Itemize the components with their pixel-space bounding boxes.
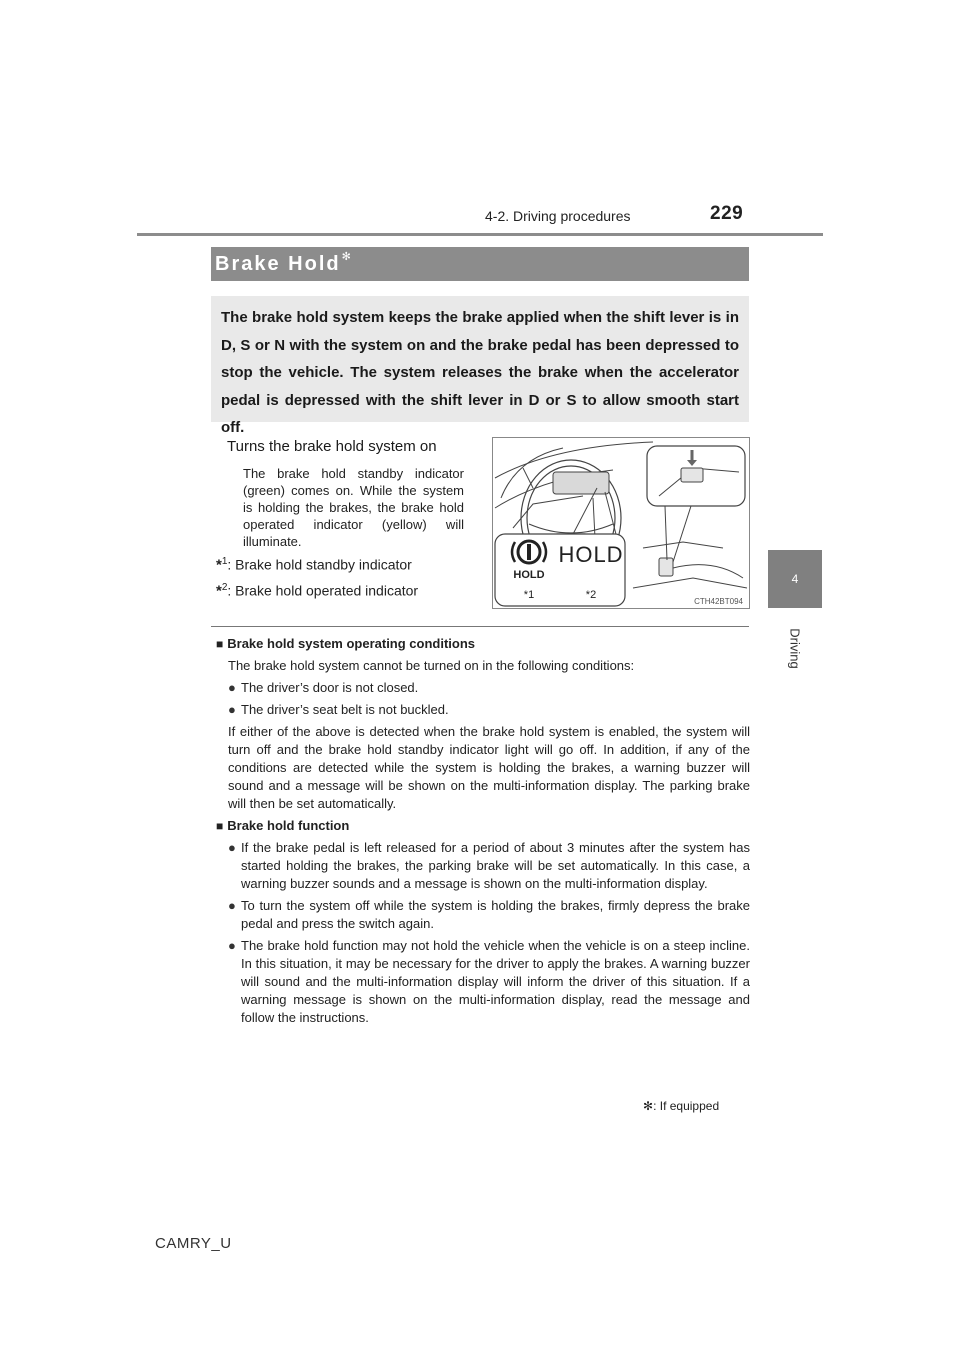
list-item: ● To turn the system off while the system is holding the brakes, firmly depress the brake pedal and press the switch again. [228, 898, 750, 931]
standby-indicator-text: HOLD [513, 569, 545, 581]
bullet-icon: ● [228, 938, 236, 953]
chapter-label: Driving [787, 627, 803, 669]
list-item: ● The brake hold function may not hold the vehicle when the vehicle is on a steep incline. In this situation, it may be necessary for the driver to apply the brakes. A warning buzzer will sound and the multi-information display will inform the driver of this situation. If a warning message is shown on the multi-information display, read the message and follow the instructions. [228, 938, 750, 1025]
equipped-marker-icon: ✻ [643, 1099, 654, 1113]
intro-box: The brake hold system keeps the brake applied when the shift lever is in D, S or N with the system on and the brake pedal has been depressed to stop the vehicle. The system releases the brake when the accelerator pedal is depressed with the shift lever in D or S to allow smooth start off. [211, 296, 749, 422]
conditions-heading: ■ Brake hold system operating conditions [216, 636, 476, 651]
figure-code: CTH42BT094 [694, 597, 743, 606]
chapter-tab [768, 550, 822, 608]
bullet-icon: ● [228, 898, 236, 913]
callout-1: *1 [523, 589, 535, 601]
body-content [216, 633, 750, 1027]
list-item: ● The driver’s seat belt is not buckled. [228, 702, 449, 717]
note-standby: *$^1$: Brake hold standby indicator [216, 556, 412, 574]
header-rule [137, 233, 823, 236]
bullet-icon: ● [228, 680, 236, 695]
list-item: ● The driver’s door is not closed. [228, 680, 419, 695]
dashboard-illustration [492, 437, 750, 609]
chapter-number: 4 [791, 572, 799, 586]
note-operated: *$^2$: Brake hold operated indicator [216, 582, 419, 600]
equipped-marker: ✻ [341, 251, 353, 263]
footnote: ✻: If equipped [643, 1099, 720, 1113]
bullet-icon: ● [228, 840, 236, 855]
hold-switch [659, 558, 673, 576]
conditions-intro: The brake hold system cannot be turned on in the following conditions: [228, 658, 635, 673]
switch-lead: Turns the brake hold system on [227, 438, 437, 455]
list-item: ● If the brake pedal is left released for a period of about 3 minutes after the system has started holding the brakes, the parking brake will be set automatically. In this case, a warning buzzer sounds and a message is shown on the multi-information display. [228, 840, 750, 891]
callout-2: *2 [585, 589, 597, 601]
switch-description: The brake hold standby indicator (green) comes on. While the system is holding the brakes, the brake hold operated indicator (yellow) will illuminate. [243, 466, 464, 549]
title-text: Brake Hold [215, 252, 341, 275]
section-divider [211, 626, 749, 627]
page-number: 229 [710, 203, 744, 224]
dashboard-drawing [493, 438, 749, 608]
operated-indicator-text: HOLD [558, 542, 624, 567]
function-heading: ■ Brake hold function [216, 818, 350, 833]
conditions-after: If either of the above is detected when the brake hold system is enabled, the system will turn off and the brake hold standby indicator light will go off. In addition, if any of the conditions are detected while the system is holding the brakes, a warning buzzer will sound and a message will be shown on the multi-information display. The parking brake will then be set automatically. [228, 724, 750, 811]
bullet-icon: ● [228, 702, 236, 717]
page-title [211, 247, 749, 281]
model-code: CAMRY_U [155, 1235, 232, 1252]
section-heading: 4-2. Driving procedures [485, 208, 631, 224]
chapter-label-container [770, 620, 820, 676]
